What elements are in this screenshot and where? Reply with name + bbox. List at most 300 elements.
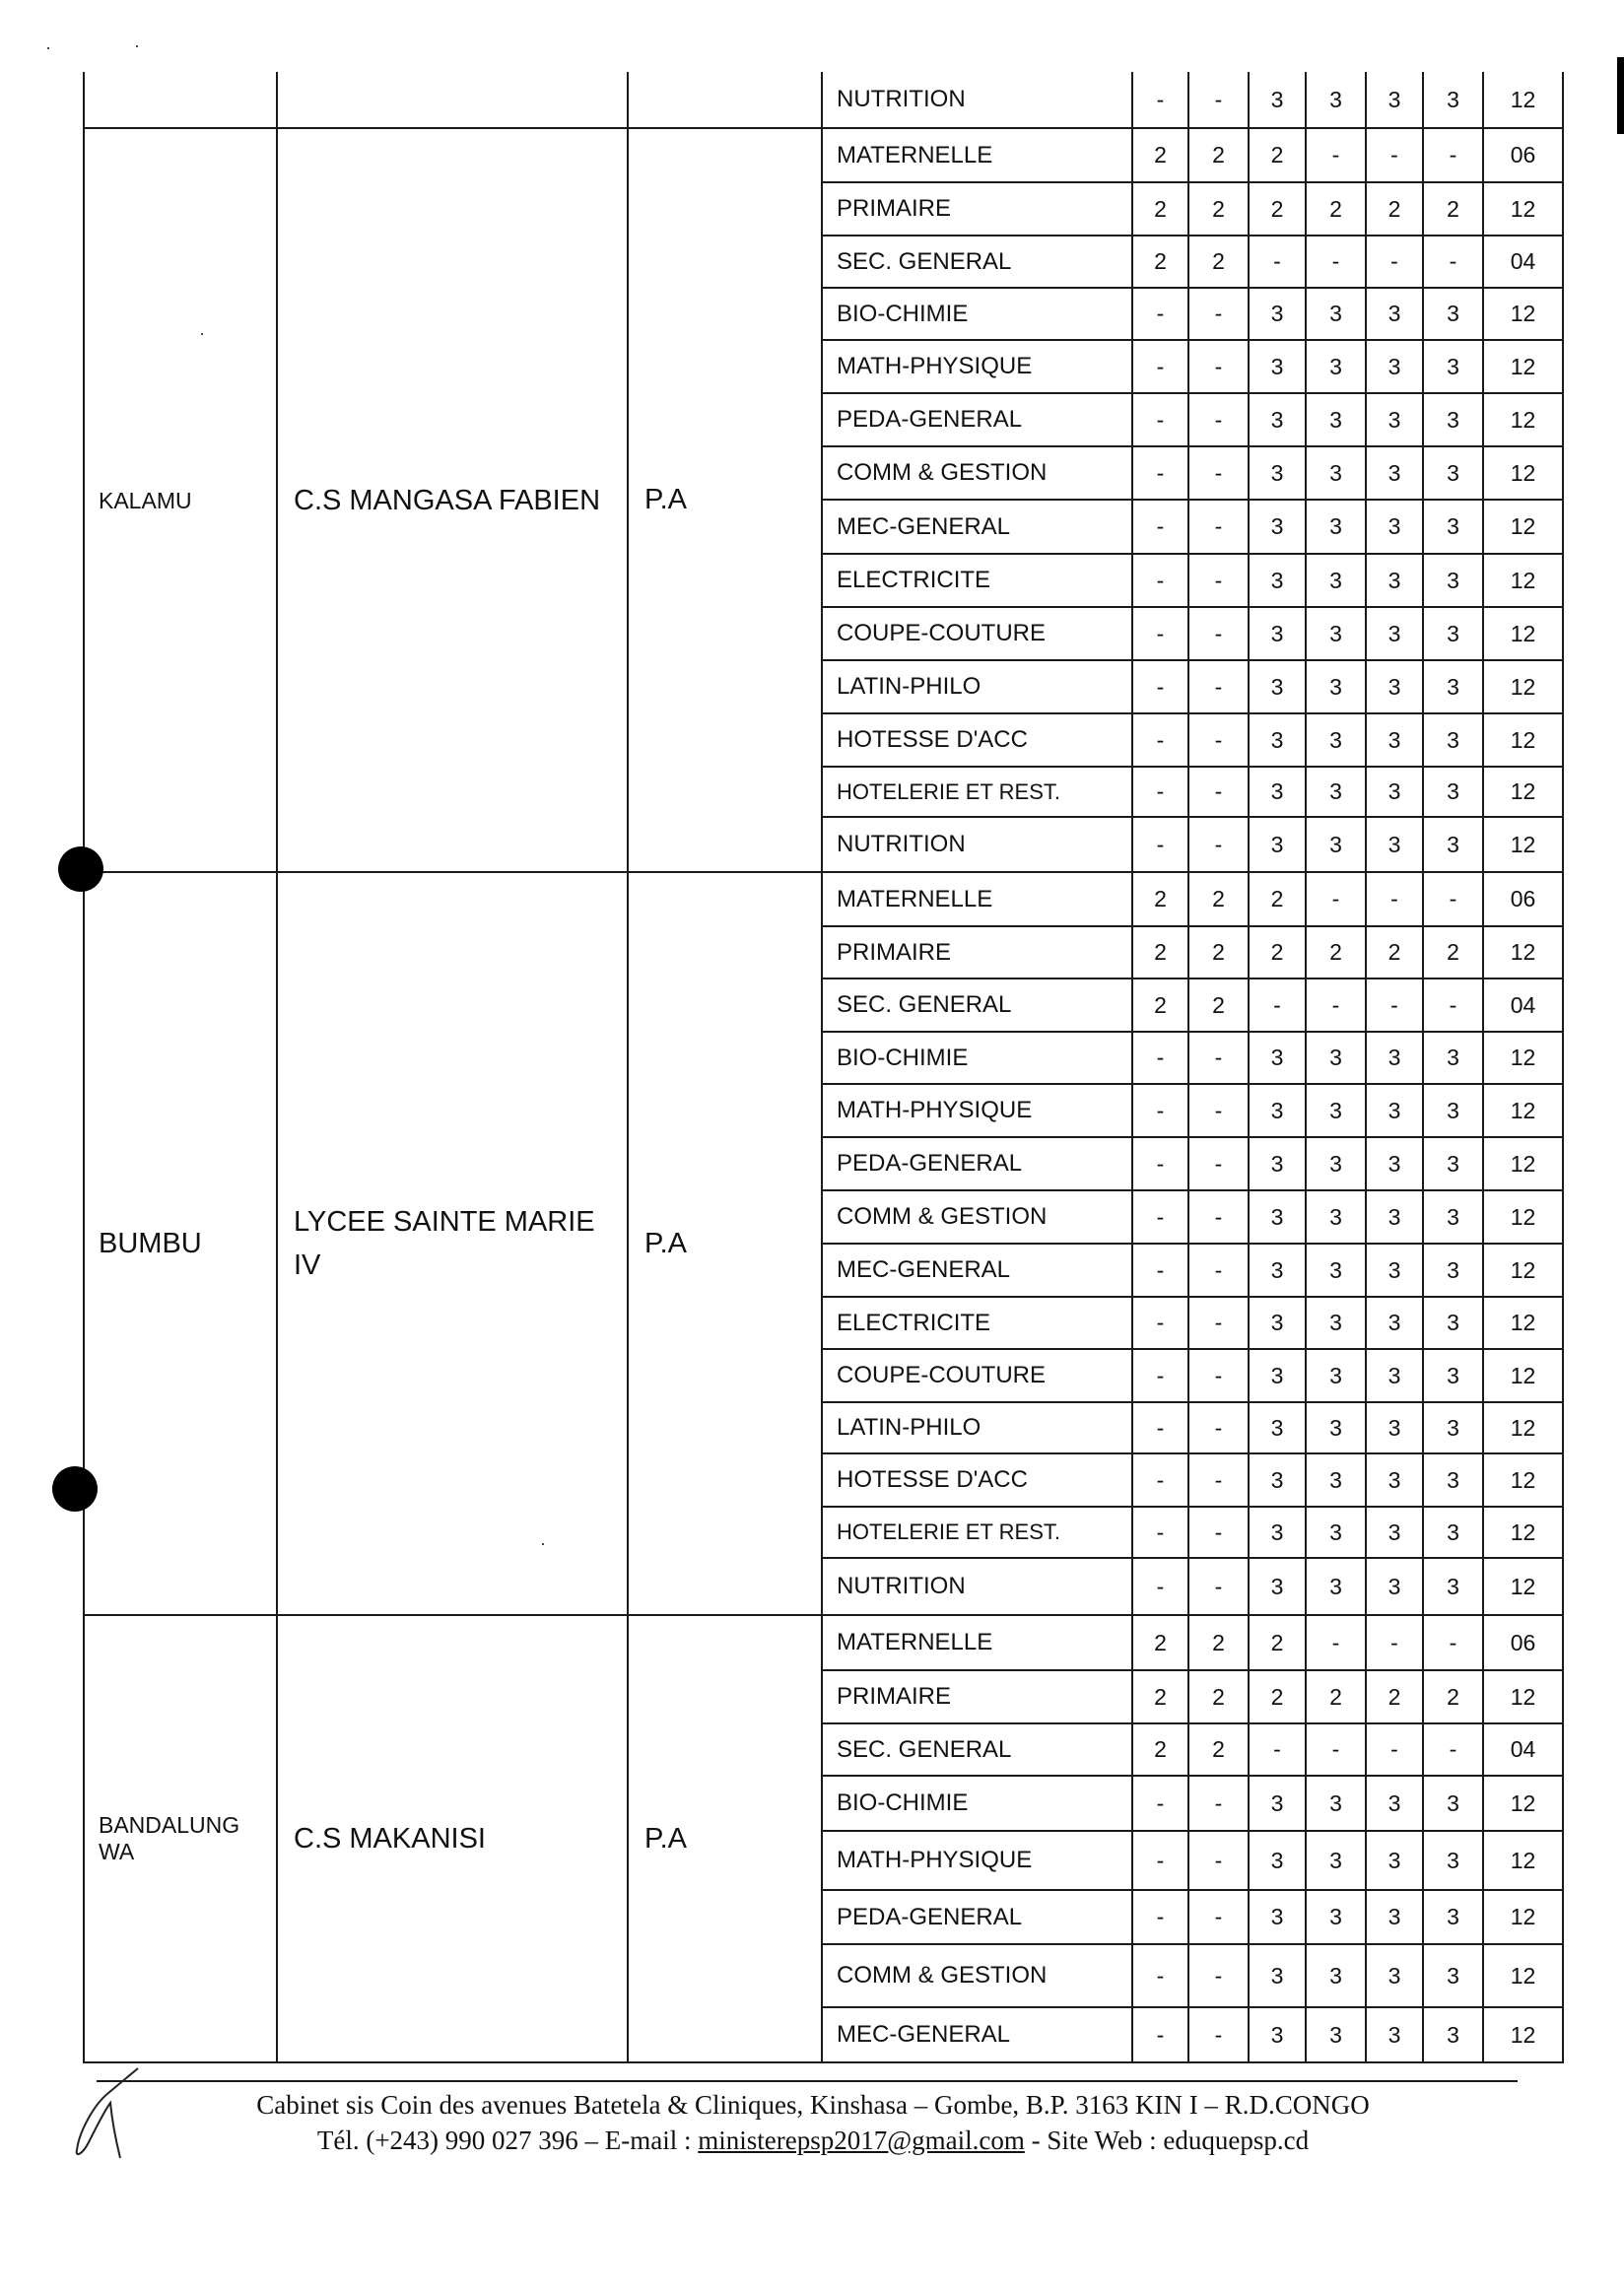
total-cell: 12 <box>1483 1349 1563 1402</box>
class-count-cell: 3 <box>1423 1349 1483 1402</box>
class-count-cell: 3 <box>1366 713 1423 767</box>
school-cell: C.S MAKANISI <box>277 1615 628 2062</box>
class-count-cell: 3 <box>1249 288 1306 340</box>
regime-cell <box>628 72 822 128</box>
option-cell: HOTELERIE ET REST. <box>822 1507 1132 1558</box>
class-count-cell: 2 <box>1249 1615 1306 1670</box>
total-cell: 12 <box>1483 1297 1563 1349</box>
class-count-cell: 3 <box>1306 1244 1366 1297</box>
class-count-cell: 3 <box>1423 713 1483 767</box>
total-cell: 06 <box>1483 1615 1563 1670</box>
class-count-cell: - <box>1132 1831 1188 1890</box>
class-count-cell: 3 <box>1306 660 1366 713</box>
class-count-cell: - <box>1188 1558 1249 1615</box>
class-count-cell: 3 <box>1366 1558 1423 1615</box>
class-count-cell: 2 <box>1366 1670 1423 1723</box>
class-count-cell: 3 <box>1423 340 1483 393</box>
class-count-cell: 3 <box>1423 607 1483 660</box>
total-cell: 12 <box>1483 554 1563 607</box>
class-count-cell: 3 <box>1249 1890 1306 1944</box>
class-count-cell: 3 <box>1249 1190 1306 1244</box>
class-count-cell: 2 <box>1132 1670 1188 1723</box>
option-cell: ELECTRICITE <box>822 554 1132 607</box>
class-count-cell: - <box>1366 872 1423 926</box>
class-count-cell: - <box>1132 660 1188 713</box>
class-count-cell: - <box>1132 1032 1188 1084</box>
class-count-cell: 2 <box>1132 978 1188 1032</box>
class-count-cell: 3 <box>1249 607 1306 660</box>
class-count-cell: - <box>1188 1244 1249 1297</box>
class-count-cell: 2 <box>1366 182 1423 236</box>
class-count-cell: - <box>1188 607 1249 660</box>
table-row <box>84 1615 1563 1670</box>
class-count-cell: 2 <box>1306 926 1366 978</box>
scan-speck <box>201 333 203 335</box>
class-count-cell: - <box>1366 1723 1423 1776</box>
class-count-cell: - <box>1188 1084 1249 1137</box>
class-count-cell: - <box>1132 1558 1188 1615</box>
class-count-cell: 3 <box>1306 607 1366 660</box>
class-count-cell: - <box>1188 1190 1249 1244</box>
total-cell: 12 <box>1483 607 1563 660</box>
class-count-cell: 3 <box>1249 1402 1306 1453</box>
class-count-cell: - <box>1132 1084 1188 1137</box>
class-count-cell: 3 <box>1366 1944 1423 2007</box>
class-count-cell: 3 <box>1366 1137 1423 1190</box>
class-count-cell: 3 <box>1423 446 1483 500</box>
regime-cell: P.A <box>628 128 822 872</box>
total-cell: 04 <box>1483 978 1563 1032</box>
table-body <box>84 72 1563 2062</box>
class-count-cell: - <box>1132 1776 1188 1831</box>
total-cell: 04 <box>1483 236 1563 288</box>
class-count-cell: - <box>1188 1297 1249 1349</box>
commune-cell: BANDALUNG WA <box>84 1615 277 2062</box>
footer-address: Cabinet sis Coin des avenues Batetela & Cliniques, Kinshasa – Gombe, B.P. 3163 KIN I – R.D.CONGO <box>256 2090 1370 2120</box>
class-count-cell: 3 <box>1306 767 1366 817</box>
class-count-cell: 3 <box>1306 1297 1366 1349</box>
class-count-cell: - <box>1188 554 1249 607</box>
class-count-cell: 3 <box>1423 1507 1483 1558</box>
total-cell: 12 <box>1483 182 1563 236</box>
total-cell: 12 <box>1483 1558 1563 1615</box>
total-cell: 12 <box>1483 1190 1563 1244</box>
class-count-cell: 3 <box>1423 1297 1483 1349</box>
class-count-cell: - <box>1423 872 1483 926</box>
class-count-cell: - <box>1188 2007 1249 2062</box>
class-count-cell: - <box>1132 1507 1188 1558</box>
class-count-cell: 3 <box>1423 2007 1483 2062</box>
class-count-cell: - <box>1306 872 1366 926</box>
class-count-cell: 2 <box>1188 978 1249 1032</box>
class-count-cell: - <box>1132 767 1188 817</box>
scan-speck <box>542 1543 544 1545</box>
class-count-cell: 3 <box>1249 767 1306 817</box>
class-count-cell: 3 <box>1366 1831 1423 1890</box>
class-count-cell: 3 <box>1366 607 1423 660</box>
class-count-cell: 3 <box>1249 393 1306 446</box>
class-count-cell: 2 <box>1423 1670 1483 1723</box>
class-count-cell: - <box>1188 72 1249 128</box>
option-cell: BIO-CHIMIE <box>822 1776 1132 1831</box>
class-count-cell: 2 <box>1188 128 1249 182</box>
total-cell: 12 <box>1483 446 1563 500</box>
class-count-cell: 2 <box>1132 1723 1188 1776</box>
class-count-cell: - <box>1132 393 1188 446</box>
class-count-cell: - <box>1132 2007 1188 2062</box>
footer-rule <box>97 2080 1518 2082</box>
table-row <box>84 72 1563 128</box>
class-count-cell: 2 <box>1132 236 1188 288</box>
class-count-cell: - <box>1132 1402 1188 1453</box>
total-cell: 12 <box>1483 1890 1563 1944</box>
regime-cell: P.A <box>628 872 822 1615</box>
class-count-cell: 3 <box>1306 1944 1366 2007</box>
total-cell: 12 <box>1483 767 1563 817</box>
option-cell: COUPE-COUTURE <box>822 1349 1132 1402</box>
option-cell: BIO-CHIMIE <box>822 288 1132 340</box>
class-count-cell: 3 <box>1306 393 1366 446</box>
class-count-cell: 3 <box>1249 1453 1306 1507</box>
total-cell: 12 <box>1483 660 1563 713</box>
class-count-cell: - <box>1132 1944 1188 2007</box>
option-cell: COMM & GESTION <box>822 446 1132 500</box>
class-count-cell: 3 <box>1423 393 1483 446</box>
total-cell: 12 <box>1483 1244 1563 1297</box>
class-count-cell: 3 <box>1306 1558 1366 1615</box>
class-count-cell: - <box>1188 1776 1249 1831</box>
edge-mark <box>1617 57 1624 134</box>
option-cell: MEC-GENERAL <box>822 1244 1132 1297</box>
class-count-cell: 3 <box>1366 1084 1423 1137</box>
class-count-cell: 3 <box>1249 1297 1306 1349</box>
class-count-cell: 3 <box>1423 554 1483 607</box>
class-count-cell: - <box>1132 554 1188 607</box>
class-count-cell: 3 <box>1366 767 1423 817</box>
class-count-cell: 3 <box>1306 1084 1366 1137</box>
class-count-cell: - <box>1132 1453 1188 1507</box>
option-cell: HOTESSE D'ACC <box>822 713 1132 767</box>
option-cell: LATIN-PHILO <box>822 1402 1132 1453</box>
class-count-cell: 2 <box>1132 872 1188 926</box>
class-count-cell: 3 <box>1249 1558 1306 1615</box>
option-cell: PEDA-GENERAL <box>822 393 1132 446</box>
footer <box>138 2087 1488 2158</box>
class-count-cell: - <box>1132 713 1188 767</box>
class-count-cell: - <box>1423 978 1483 1032</box>
class-count-cell: 3 <box>1306 340 1366 393</box>
option-cell: NUTRITION <box>822 1558 1132 1615</box>
class-count-cell: 2 <box>1188 182 1249 236</box>
class-count-cell: - <box>1188 340 1249 393</box>
option-cell: ELECTRICITE <box>822 1297 1132 1349</box>
total-cell: 12 <box>1483 1137 1563 1190</box>
class-count-cell: 3 <box>1249 340 1306 393</box>
class-count-cell: - <box>1132 446 1188 500</box>
class-count-cell: 3 <box>1423 1244 1483 1297</box>
total-cell: 12 <box>1483 500 1563 554</box>
total-cell: 12 <box>1483 1032 1563 1084</box>
school-cell <box>277 72 628 128</box>
class-count-cell: 3 <box>1306 1137 1366 1190</box>
class-count-cell: 3 <box>1306 2007 1366 2062</box>
class-count-cell: - <box>1132 288 1188 340</box>
total-cell: 12 <box>1483 2007 1563 2062</box>
class-count-cell: 3 <box>1423 1453 1483 1507</box>
class-count-cell: 3 <box>1366 1890 1423 1944</box>
class-count-cell: 3 <box>1306 1402 1366 1453</box>
option-cell: COUPE-COUTURE <box>822 607 1132 660</box>
option-cell: SEC. GENERAL <box>822 236 1132 288</box>
option-cell: MATERNELLE <box>822 1615 1132 1670</box>
option-cell: HOTELERIE ET REST. <box>822 767 1132 817</box>
class-count-cell: 3 <box>1306 1453 1366 1507</box>
scan-speck <box>47 47 49 49</box>
footer-contact <box>138 2123 1488 2158</box>
class-count-cell: - <box>1306 128 1366 182</box>
class-count-cell: 3 <box>1366 1402 1423 1453</box>
class-count-cell: - <box>1306 236 1366 288</box>
class-count-cell: 3 <box>1423 660 1483 713</box>
hole-punch-icon <box>52 1466 98 1512</box>
total-cell: 06 <box>1483 128 1563 182</box>
option-cell: PRIMAIRE <box>822 926 1132 978</box>
class-count-cell: 3 <box>1366 1297 1423 1349</box>
class-count-cell: 3 <box>1366 1507 1423 1558</box>
class-count-cell: 2 <box>1188 1723 1249 1776</box>
class-count-cell: 3 <box>1366 340 1423 393</box>
commune-cell: BUMBU <box>84 872 277 1615</box>
class-count-cell: 2 <box>1423 182 1483 236</box>
class-count-cell: 3 <box>1249 713 1306 767</box>
class-count-cell: 3 <box>1423 817 1483 872</box>
class-count-cell: 3 <box>1423 1032 1483 1084</box>
option-cell: MATERNELLE <box>822 872 1132 926</box>
class-count-cell: 2 <box>1306 182 1366 236</box>
class-count-cell: 2 <box>1132 182 1188 236</box>
signature-icon <box>69 2063 148 2162</box>
option-cell: COMM & GESTION <box>822 1944 1132 2007</box>
option-cell: HOTESSE D'ACC <box>822 1453 1132 1507</box>
option-cell: LATIN-PHILO <box>822 660 1132 713</box>
class-count-cell: 3 <box>1249 72 1306 128</box>
class-count-cell: 2 <box>1306 1670 1366 1723</box>
class-count-cell: 3 <box>1366 446 1423 500</box>
class-count-cell: - <box>1188 660 1249 713</box>
footer-email-link[interactable]: ministerepsp2017@gmail.com <box>698 2125 1025 2155</box>
class-count-cell: 3 <box>1423 1831 1483 1890</box>
class-count-cell: - <box>1249 236 1306 288</box>
total-cell: 12 <box>1483 1507 1563 1558</box>
class-count-cell: - <box>1188 1831 1249 1890</box>
class-count-cell: - <box>1132 817 1188 872</box>
class-count-cell: - <box>1249 1723 1306 1776</box>
class-count-cell: 3 <box>1249 1507 1306 1558</box>
class-count-cell: - <box>1249 978 1306 1032</box>
class-count-cell: - <box>1188 1890 1249 1944</box>
total-cell: 12 <box>1483 72 1563 128</box>
school-options-table <box>83 72 1564 2063</box>
footer-phone: Tél. (+243) 990 027 396 – E-mail : <box>316 2125 699 2155</box>
class-count-cell: 2 <box>1249 872 1306 926</box>
class-count-cell: 3 <box>1423 1190 1483 1244</box>
class-count-cell: - <box>1188 1402 1249 1453</box>
class-count-cell: - <box>1188 1453 1249 1507</box>
option-cell: SEC. GENERAL <box>822 1723 1132 1776</box>
class-count-cell: 3 <box>1249 1349 1306 1402</box>
total-cell: 12 <box>1483 1831 1563 1890</box>
class-count-cell: - <box>1366 128 1423 182</box>
class-count-cell: - <box>1188 393 1249 446</box>
class-count-cell: 2 <box>1188 926 1249 978</box>
class-count-cell: 2 <box>1188 1615 1249 1670</box>
class-count-cell: 3 <box>1306 554 1366 607</box>
class-count-cell: 3 <box>1423 72 1483 128</box>
option-cell: PEDA-GENERAL <box>822 1137 1132 1190</box>
class-count-cell: 2 <box>1188 236 1249 288</box>
class-count-cell: 3 <box>1423 1084 1483 1137</box>
class-count-cell: - <box>1132 1890 1188 1944</box>
class-count-cell: 3 <box>1366 1190 1423 1244</box>
total-cell: 12 <box>1483 340 1563 393</box>
class-count-cell: - <box>1423 128 1483 182</box>
class-count-cell: 3 <box>1306 1831 1366 1890</box>
class-count-cell: 3 <box>1306 1190 1366 1244</box>
class-count-cell: - <box>1132 340 1188 393</box>
class-count-cell: - <box>1423 236 1483 288</box>
table-row <box>84 128 1563 182</box>
class-count-cell: 3 <box>1366 288 1423 340</box>
class-count-cell: - <box>1366 1615 1423 1670</box>
total-cell: 12 <box>1483 713 1563 767</box>
class-count-cell: - <box>1306 1615 1366 1670</box>
option-cell: BIO-CHIMIE <box>822 1032 1132 1084</box>
class-count-cell: 2 <box>1249 1670 1306 1723</box>
class-count-cell: 3 <box>1366 817 1423 872</box>
class-count-cell: 3 <box>1249 1776 1306 1831</box>
class-count-cell: - <box>1188 1137 1249 1190</box>
class-count-cell: 3 <box>1306 1349 1366 1402</box>
class-count-cell: 2 <box>1366 926 1423 978</box>
total-cell: 12 <box>1483 1084 1563 1137</box>
class-count-cell: 3 <box>1249 1944 1306 2007</box>
class-count-cell: 3 <box>1423 500 1483 554</box>
class-count-cell: 2 <box>1423 926 1483 978</box>
class-count-cell: 3 <box>1249 2007 1306 2062</box>
class-count-cell: 2 <box>1188 872 1249 926</box>
option-cell: COMM & GESTION <box>822 1190 1132 1244</box>
commune-cell <box>84 72 277 128</box>
option-cell: SEC. GENERAL <box>822 978 1132 1032</box>
class-count-cell: 3 <box>1366 660 1423 713</box>
class-count-cell: 2 <box>1188 1670 1249 1723</box>
class-count-cell: - <box>1366 236 1423 288</box>
class-count-cell: - <box>1188 767 1249 817</box>
class-count-cell: - <box>1132 1297 1188 1349</box>
class-count-cell: 2 <box>1249 926 1306 978</box>
class-count-cell: 3 <box>1249 1831 1306 1890</box>
class-count-cell: 3 <box>1423 1402 1483 1453</box>
class-count-cell: - <box>1188 500 1249 554</box>
footer-website: - Site Web : eduquepsp.cd <box>1024 2125 1310 2155</box>
class-count-cell: 3 <box>1306 1776 1366 1831</box>
class-count-cell: - <box>1188 1507 1249 1558</box>
class-count-cell: 3 <box>1366 72 1423 128</box>
option-cell: MEC-GENERAL <box>822 2007 1132 2062</box>
table-row <box>84 872 1563 926</box>
class-count-cell: - <box>1423 1615 1483 1670</box>
class-count-cell: - <box>1132 607 1188 660</box>
option-cell: NUTRITION <box>822 817 1132 872</box>
class-count-cell: - <box>1132 500 1188 554</box>
class-count-cell: - <box>1306 1723 1366 1776</box>
class-count-cell: 3 <box>1306 1032 1366 1084</box>
total-cell: 12 <box>1483 393 1563 446</box>
class-count-cell: 3 <box>1249 446 1306 500</box>
class-count-cell: 3 <box>1249 500 1306 554</box>
class-count-cell: 3 <box>1366 1453 1423 1507</box>
class-count-cell: - <box>1366 978 1423 1032</box>
total-cell: 12 <box>1483 817 1563 872</box>
class-count-cell: 3 <box>1306 288 1366 340</box>
class-count-cell: 2 <box>1132 926 1188 978</box>
class-count-cell: 3 <box>1249 1032 1306 1084</box>
total-cell: 12 <box>1483 1776 1563 1831</box>
class-count-cell: 3 <box>1249 1137 1306 1190</box>
option-cell: NUTRITION <box>822 72 1132 128</box>
class-count-cell: 3 <box>1306 1890 1366 1944</box>
option-cell: MATH-PHYSIQUE <box>822 1831 1132 1890</box>
class-count-cell: 3 <box>1249 1244 1306 1297</box>
class-count-cell: - <box>1423 1723 1483 1776</box>
class-count-cell: 3 <box>1423 1944 1483 2007</box>
class-count-cell: - <box>1132 1349 1188 1402</box>
option-cell: MEC-GENERAL <box>822 500 1132 554</box>
option-cell: PRIMAIRE <box>822 182 1132 236</box>
class-count-cell: 3 <box>1423 1558 1483 1615</box>
class-count-cell: - <box>1188 817 1249 872</box>
class-count-cell: 3 <box>1249 817 1306 872</box>
class-count-cell: - <box>1132 72 1188 128</box>
class-count-cell: - <box>1132 1244 1188 1297</box>
class-count-cell: 3 <box>1306 817 1366 872</box>
class-count-cell: 3 <box>1366 393 1423 446</box>
class-count-cell: 3 <box>1366 554 1423 607</box>
total-cell: 12 <box>1483 1453 1563 1507</box>
class-count-cell: - <box>1132 1190 1188 1244</box>
class-count-cell: - <box>1188 1944 1249 2007</box>
class-count-cell: 3 <box>1306 713 1366 767</box>
class-count-cell: 3 <box>1366 1776 1423 1831</box>
total-cell: 12 <box>1483 288 1563 340</box>
option-cell: MATH-PHYSIQUE <box>822 340 1132 393</box>
class-count-cell: 2 <box>1249 128 1306 182</box>
class-count-cell: 3 <box>1366 1244 1423 1297</box>
class-count-cell: 3 <box>1306 72 1366 128</box>
class-count-cell: 3 <box>1423 1776 1483 1831</box>
total-cell: 12 <box>1483 1670 1563 1723</box>
total-cell: 06 <box>1483 872 1563 926</box>
school-cell: LYCEE SAINTE MARIE IV <box>277 872 628 1615</box>
class-count-cell: 3 <box>1306 500 1366 554</box>
option-cell: PRIMAIRE <box>822 1670 1132 1723</box>
class-count-cell: 3 <box>1249 554 1306 607</box>
class-count-cell: - <box>1306 978 1366 1032</box>
class-count-cell: 3 <box>1366 500 1423 554</box>
option-cell: PEDA-GENERAL <box>822 1890 1132 1944</box>
scan-speck <box>136 45 138 47</box>
class-count-cell: 3 <box>1366 1349 1423 1402</box>
